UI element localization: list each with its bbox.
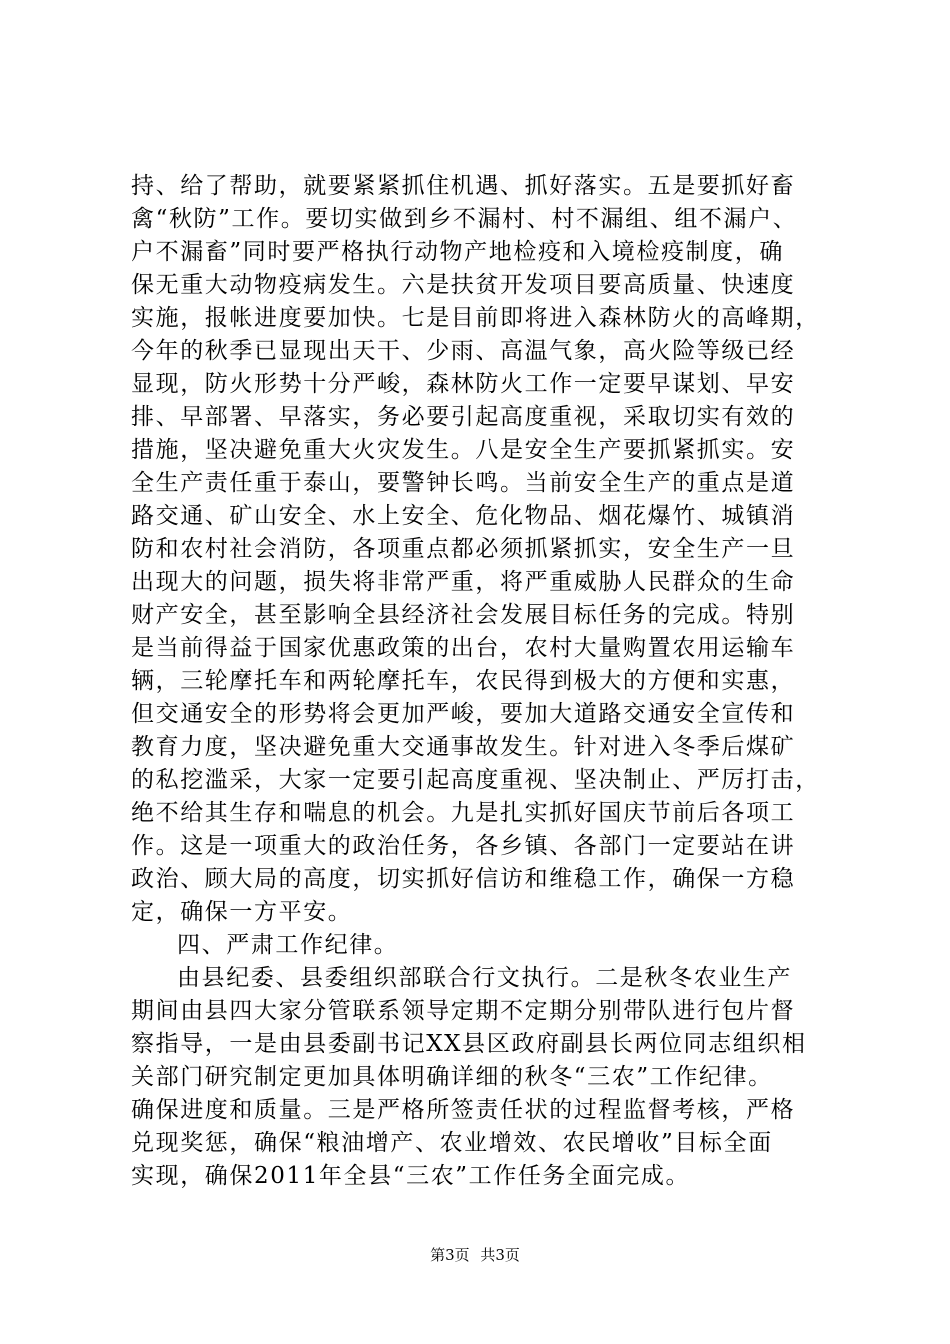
page-total: 共3页 xyxy=(480,1246,520,1264)
text-line: 关部门研究制定更加具体明确详细的秋冬“三农”工作纪律。 xyxy=(131,1064,773,1090)
text-line: 定，确保一方平安。 xyxy=(131,899,353,925)
text-line: 排、早部署、早落实，务必要引起高度重视，采取切实有效的 xyxy=(131,404,796,430)
document-body xyxy=(131,170,831,1193)
text-line: 显现，防火形势十分严峻，森林防火工作一定要早谋划、早安 xyxy=(131,371,796,397)
text-line: 实施，报帐进度要加快。七是目前即将进入森林防火的高峰期， xyxy=(131,305,820,331)
text-line: 的私挖滥采，大家一定要引起高度重视、坚决制止、严厉打击， xyxy=(131,767,820,793)
text-line: 作。这是一项重大的政治任务，各乡镇、各部门一定要站在讲 xyxy=(131,833,796,859)
text-line: 保无重大动物疫病发生。六是扶贫开发项目要高质量、快速度 xyxy=(131,272,796,298)
text-line: 察指导，一是由县委副书记XX县区政府副县长两位同志组织相 xyxy=(131,1031,807,1057)
text-line: 持、给了帮助，就要紧紧抓住机遇、抓好落实。五是要抓好畜 xyxy=(131,173,796,199)
text-line: 全生产责任重于泰山，要警钟长鸣。当前安全生产的重点是道 xyxy=(131,470,796,496)
text-line: 实现，确保2011年全县“三农”工作任务全面完成。 xyxy=(131,1163,691,1189)
text-line: 今年的秋季已显现出天干、少雨、高温气象，高火险等级已经 xyxy=(131,338,796,364)
text-line: 是当前得益于国家优惠政策的出台，农村大量购置农用运输车 xyxy=(131,635,796,661)
text-line: 但交通安全的形势将会更加严峻，要加大道路交通安全宣传和 xyxy=(131,701,796,727)
text-line: 路交通、矿山安全、水上安全、危化物品、烟花爆竹、城镇消 xyxy=(131,503,796,529)
section-heading: 四、严肃工作纪律。 xyxy=(177,932,399,958)
text-line: 防和农村社会消防，各项重点都必须抓紧抓实，安全生产一旦 xyxy=(131,536,796,562)
text-line: 由县纪委、县委组织部联合行文执行。二是秋冬农业生产 xyxy=(177,965,792,991)
text-line: 措施，坚决避免重大火灾发生。八是安全生产要抓紧抓实。安 xyxy=(131,437,796,463)
text-line: 禽“秋防”工作。要切实做到乡不漏村、村不漏组、组不漏户、 xyxy=(131,206,798,232)
text-line: 辆，三轮摩托车和两轮摩托车，农民得到极大的方便和实惠， xyxy=(131,668,796,694)
text-line: 确保进度和质量。三是严格所签责任状的过程监督考核，严格 xyxy=(131,1097,796,1123)
text-line: 教育力度，坚决避免重大交通事故发生。针对进入冬季后煤矿 xyxy=(131,734,796,760)
text-line: 政治、顾大局的高度，切实抓好信访和维稳工作，确保一方稳 xyxy=(131,866,796,892)
text-line: 户不漏畜”同时要严格执行动物产地检疫和入境检疫制度，确 xyxy=(131,239,784,265)
page-number: 第3页 xyxy=(430,1246,470,1264)
text-line: 财产安全，甚至影响全县经济社会发展目标任务的完成。特别 xyxy=(131,602,796,628)
text-line: 绝不给其生存和喘息的机会。九是扎实抓好国庆节前后各项工 xyxy=(131,800,796,826)
text-line: 兑现奖惩，确保“粮油增产、农业增效、农民增收”目标全面 xyxy=(131,1130,773,1156)
page-footer xyxy=(0,1244,950,1265)
text-line: 出现大的问题，损失将非常严重，将严重威胁人民群众的生命 xyxy=(131,569,796,595)
text-line: 期间由县四大家分管联系领导定期不定期分别带队进行包片督 xyxy=(131,998,796,1024)
